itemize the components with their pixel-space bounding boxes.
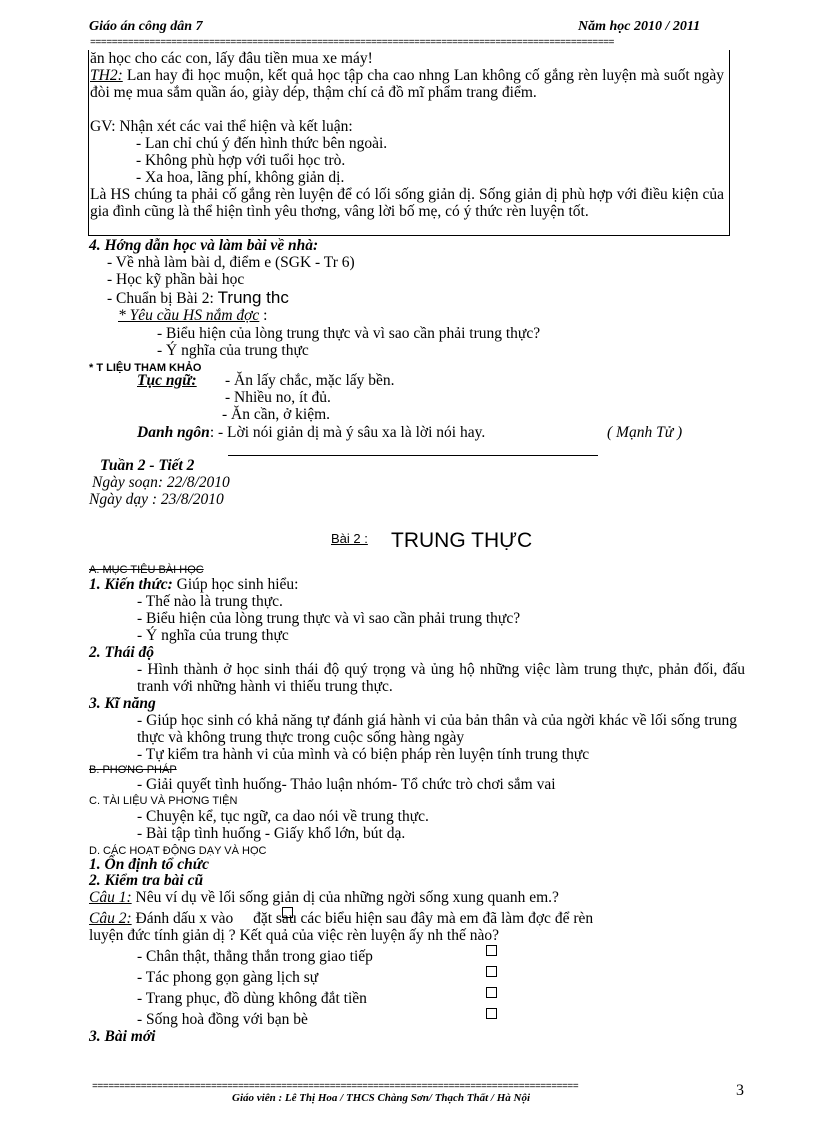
option-3: - Trang phục, đồ dùng không đắt tiền bbox=[137, 990, 367, 1007]
step-1: 1. Ổn định tổ chức bbox=[89, 856, 209, 873]
homework-requirements bbox=[118, 307, 267, 324]
knowledge-3: - Ý nghĩa của trung thực bbox=[137, 627, 289, 644]
question-1 bbox=[89, 889, 559, 906]
knowledge-label: 1. Kiến thức: bbox=[89, 576, 173, 593]
prep-date: Ngày soạn: 22/8/2010 bbox=[92, 474, 230, 491]
homework-1: - Về nhà làm bài d, điểm e (SGK - Tr 6) bbox=[107, 254, 355, 271]
box-th2 bbox=[90, 67, 724, 101]
homework-2: - Học kỹ phần bài học bbox=[107, 271, 245, 288]
question-1-label: Câu 1: bbox=[89, 889, 132, 906]
teach-date: Ngày dạy : 23/8/2010 bbox=[89, 491, 224, 508]
homework-title: 4. Hớng dẫn học và làm bài về nhà: bbox=[89, 237, 319, 254]
step-2: 2. Kiểm tra bài cũ bbox=[89, 872, 204, 889]
requirement-1: - Biểu hiện của lòng trung thực và vì sao cần phải trung thực? bbox=[157, 325, 541, 342]
knowledge-2: - Biểu hiện của lòng trung thực và vì sao cần phải trung thực? bbox=[137, 610, 521, 627]
homework-3-label: - Chuẩn bị Bài 2: bbox=[107, 290, 214, 307]
references-title: * T LIỆU THAM KHẢO bbox=[89, 362, 202, 374]
knowledge-text: Giúp học sinh hiểu: bbox=[172, 576, 299, 593]
section-d-title: D. CÁC HOẠT ĐỘNG DẠY VÀ HỌC bbox=[89, 845, 267, 857]
option-1-checkbox[interactable] bbox=[486, 945, 497, 956]
quote-text: : - Lời nói giản dị mà ý sâu xa là lời nói hay. bbox=[209, 424, 486, 441]
proverb-1: - Ăn lấy chắc, mặc lấy bền. bbox=[225, 372, 395, 389]
knowledge-1: - Thế nào là trung thực. bbox=[137, 593, 283, 610]
section-b-text: - Giải quyết tình huống- Thảo luận nhóm- Tổ chức trò chơi sắm vai bbox=[137, 776, 556, 793]
header-left: Giáo án công dân 7 bbox=[89, 19, 203, 34]
footer-rule: ========================================================================================== bbox=[92, 1082, 579, 1093]
lesson-title: TRUNG THỰC bbox=[391, 529, 533, 552]
step-3: 3. Bài mới bbox=[89, 1028, 156, 1045]
quote-author: ( Mạnh Tử ) bbox=[607, 424, 683, 441]
skills-label: 3. Kĩ năng bbox=[89, 695, 156, 712]
proverbs-label: Tục ngữ: bbox=[137, 372, 197, 389]
option-3-checkbox[interactable] bbox=[486, 987, 497, 998]
quote bbox=[137, 424, 485, 441]
box-bullet-1: - Lan chỉ chú ý đến hình thức bên ngoài. bbox=[136, 135, 388, 152]
th2-label: TH2: bbox=[90, 67, 123, 84]
option-2: - Tác phong gọn gàng lịch sự bbox=[137, 969, 319, 986]
homework-3-lesson: Trung thc bbox=[217, 288, 289, 307]
skills-1: - Giúp học sinh có khả năng tự đánh giá hành vi của bản thân và của ngời khác về lối sống trung thực và không trung thực trong cuộc sống hàng ngày bbox=[137, 712, 737, 746]
skills-2: - Tự kiểm tra hành vi của mình và có biện pháp rèn luyện tính trung thực bbox=[137, 746, 590, 763]
proverb-3: - Ăn cần, ở kiệm. bbox=[222, 406, 331, 423]
option-4-checkbox[interactable] bbox=[486, 1008, 497, 1019]
header-rule: ================================================================================================= bbox=[90, 38, 614, 49]
requirement-2: - Ý nghĩa của trung thực bbox=[157, 342, 309, 359]
page-number: 3 bbox=[736, 1082, 744, 1099]
box-conclusion: Là HS chúng ta phải cố gắng rèn luyện để có lối sống giản dị. Sống giản dị phù hợp với điều kiện của gia đình cũng là thể hiện tình yêu thơng, vâng lời bố mẹ, có ý thức rèn luyện tốt. bbox=[90, 186, 724, 220]
quote-label: Danh ngôn bbox=[137, 424, 210, 441]
question-2 bbox=[89, 910, 593, 927]
requirements-label: * Yêu cầu HS nắm đợc bbox=[118, 307, 260, 324]
option-1: - Chân thật, thẳng thắn trong giao tiếp bbox=[137, 948, 373, 965]
section-b-title: B. PHƠNG PHÁP bbox=[89, 764, 177, 776]
box-bullet-2: - Không phù hợp với tuổi học trò. bbox=[136, 152, 346, 169]
box-bullet-3: - Xa hoa, lãng phí, không giản dị. bbox=[136, 169, 345, 186]
knowledge-line bbox=[89, 576, 299, 593]
homework-3 bbox=[107, 289, 289, 307]
box-line-1: ăn học cho các con, lấy đâu tiền mua xe máy! bbox=[90, 50, 373, 67]
week-label: Tuần 2 - Tiết 2 bbox=[100, 457, 195, 474]
section-a-title: A. MỤC TIÊU BÀI HỌC bbox=[89, 564, 204, 576]
attitude-1: - Hình thành ở học sinh thái độ quý trọng và ủng hộ những việc làm trung thực, phản đối, đấu tranh với những hành vi thiếu trung thực. bbox=[137, 661, 745, 695]
inline-checkbox bbox=[282, 907, 293, 918]
question-2-cont: luyện đức tính giản dị ? Kết quả của việc rèn luyện ấy nh thế nào? bbox=[89, 927, 499, 944]
section-c-title: C. TÀI LIỆU VÀ PHƠNG TIỆN bbox=[89, 795, 238, 807]
option-4: - Sống hoà đồng với bạn bè bbox=[137, 1011, 308, 1028]
header-right: Năm học 2010 / 2011 bbox=[578, 19, 701, 34]
section-c-2: - Bài tập tình huống - Giấy khổ lớn, bút dạ. bbox=[137, 825, 406, 842]
divider-line bbox=[228, 455, 598, 456]
attitude-label: 2. Thái độ bbox=[89, 644, 155, 661]
requirements-colon: : bbox=[259, 307, 268, 324]
th2-text: Lan hay đi học muộn, kết quả học tập cha cao nhng Lan không cố gắng rèn luyện mà suốt ngày đòi mẹ mua sắm quần áo, giày dép, thậm chí cả đồ mĩ phẩm trang điểm. bbox=[90, 67, 724, 101]
question-2-text-b: đặt sau các biểu hiện sau đây mà em đã làm đợc để rèn bbox=[249, 910, 594, 927]
question-2-label: Câu 2: bbox=[89, 910, 132, 927]
question-2-text-a: Đánh dấu x vào bbox=[131, 910, 234, 927]
footer-text: Giáo viên : Lê Thị Hoa / THCS Chàng Sơn/ Thạch Thất / Hà Nội bbox=[232, 1092, 531, 1104]
section-c-1: - Chuyện kể, tục ngữ, ca dao nói về trung thực. bbox=[137, 808, 429, 825]
lesson-prefix: Bài 2 : bbox=[331, 531, 368, 546]
option-2-checkbox[interactable] bbox=[486, 966, 497, 977]
proverb-2: - Nhiều no, ít đủ. bbox=[225, 389, 331, 406]
box-gv: GV: Nhận xét các vai thể hiện và kết luận: bbox=[90, 118, 353, 135]
question-1-text: Nêu ví dụ về lối sống giản dị của những ngời sống xung quanh em.? bbox=[131, 889, 559, 906]
